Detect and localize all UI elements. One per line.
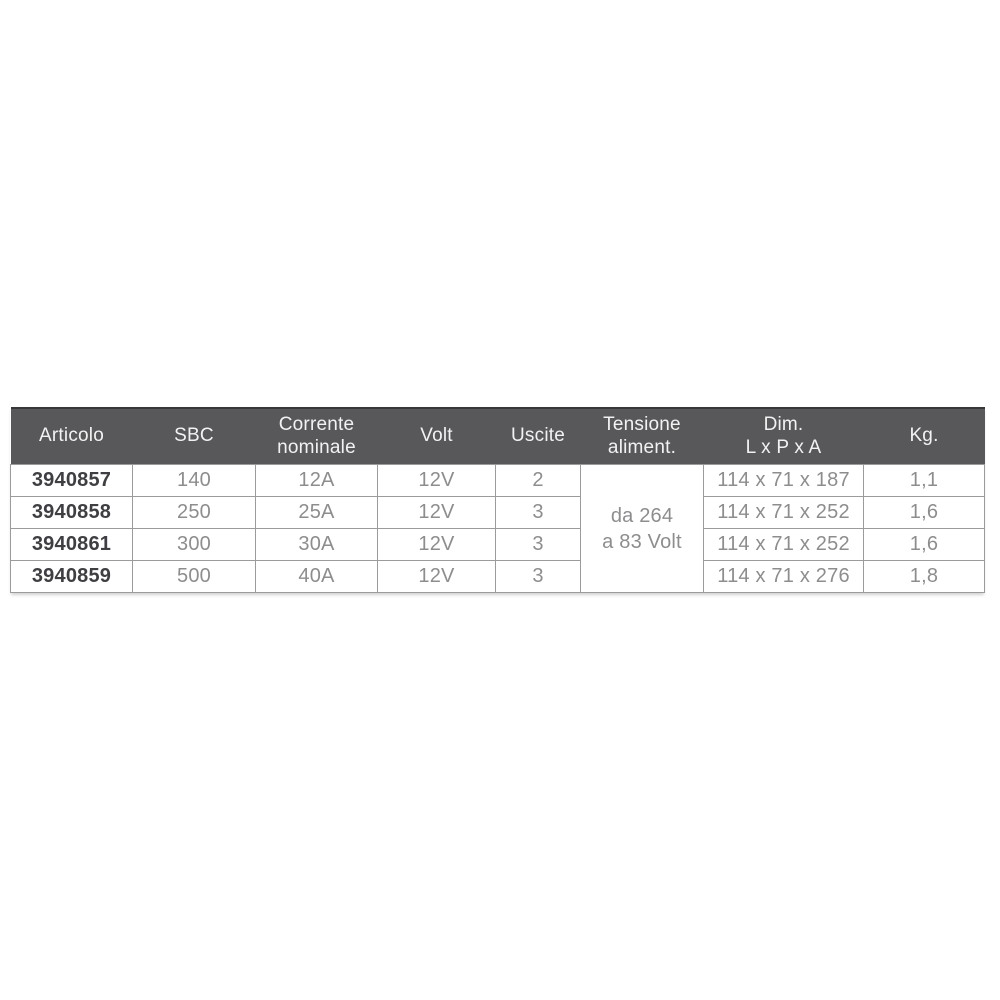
- table-row: [11, 561, 985, 593]
- cell-dim: 114 x 71 x 187: [704, 465, 864, 497]
- header-uscite: Uscite: [496, 408, 581, 465]
- cell-dim: 114 x 71 x 252: [704, 497, 864, 529]
- cell-uscite: 3: [496, 497, 581, 529]
- cell-sbc: 300: [133, 529, 256, 561]
- cell-volt: 12V: [378, 465, 496, 497]
- cell-corrente: 40A: [256, 561, 378, 593]
- cell-volt: 12V: [378, 497, 496, 529]
- header-tensione-aliment: [581, 408, 704, 465]
- cell-kg: 1,8: [864, 561, 985, 593]
- cell-uscite: 2: [496, 465, 581, 497]
- cell-articolo: 3940861: [11, 529, 133, 561]
- cell-articolo: 3940857: [11, 465, 133, 497]
- header-corrente-line1: Corrente: [278, 414, 355, 436]
- header-corrente-line2: nominale: [277, 436, 356, 458]
- cell-corrente: 25A: [256, 497, 378, 529]
- cell-articolo: 3940859: [11, 561, 133, 593]
- header-sbc: SBC: [133, 408, 256, 465]
- cell-dim: 114 x 71 x 276: [704, 561, 864, 593]
- cell-kg: 1,1: [864, 465, 985, 497]
- tensione-line2: a 83 Volt: [602, 530, 682, 553]
- header-tensione-line1: Tensione: [603, 414, 681, 436]
- cell-volt: 12V: [378, 561, 496, 593]
- product-spec-table: [10, 407, 985, 593]
- header-row: [11, 408, 985, 465]
- header-articolo: Articolo: [11, 408, 133, 465]
- cell-kg: 1,6: [864, 497, 985, 529]
- cell-uscite: 3: [496, 529, 581, 561]
- header-kg: Kg.: [864, 408, 985, 465]
- header-dim-line2: L x P x A: [745, 436, 822, 458]
- table-header: [11, 408, 985, 465]
- cell-corrente: 12A: [256, 465, 378, 497]
- header-tensione-line2: aliment.: [607, 436, 677, 458]
- header-dim-line1: Dim.: [763, 414, 804, 436]
- cell-dim: 114 x 71 x 252: [704, 529, 864, 561]
- table-body: [11, 465, 985, 593]
- cell-tensione-merged: [581, 465, 704, 593]
- table-row: [11, 497, 985, 529]
- tensione-line1: da 264: [610, 504, 674, 527]
- cell-kg: 1,6: [864, 529, 985, 561]
- cell-corrente: 30A: [256, 529, 378, 561]
- header-volt: Volt: [378, 408, 496, 465]
- cell-sbc: 140: [133, 465, 256, 497]
- header-dimensions: [704, 408, 864, 465]
- cell-articolo: 3940858: [11, 497, 133, 529]
- cell-uscite: 3: [496, 561, 581, 593]
- cell-volt: 12V: [378, 529, 496, 561]
- table-row: [11, 529, 985, 561]
- table-row: [11, 465, 985, 497]
- cell-sbc: 500: [133, 561, 256, 593]
- header-corrente-nominale: [256, 408, 378, 465]
- cell-sbc: 250: [133, 497, 256, 529]
